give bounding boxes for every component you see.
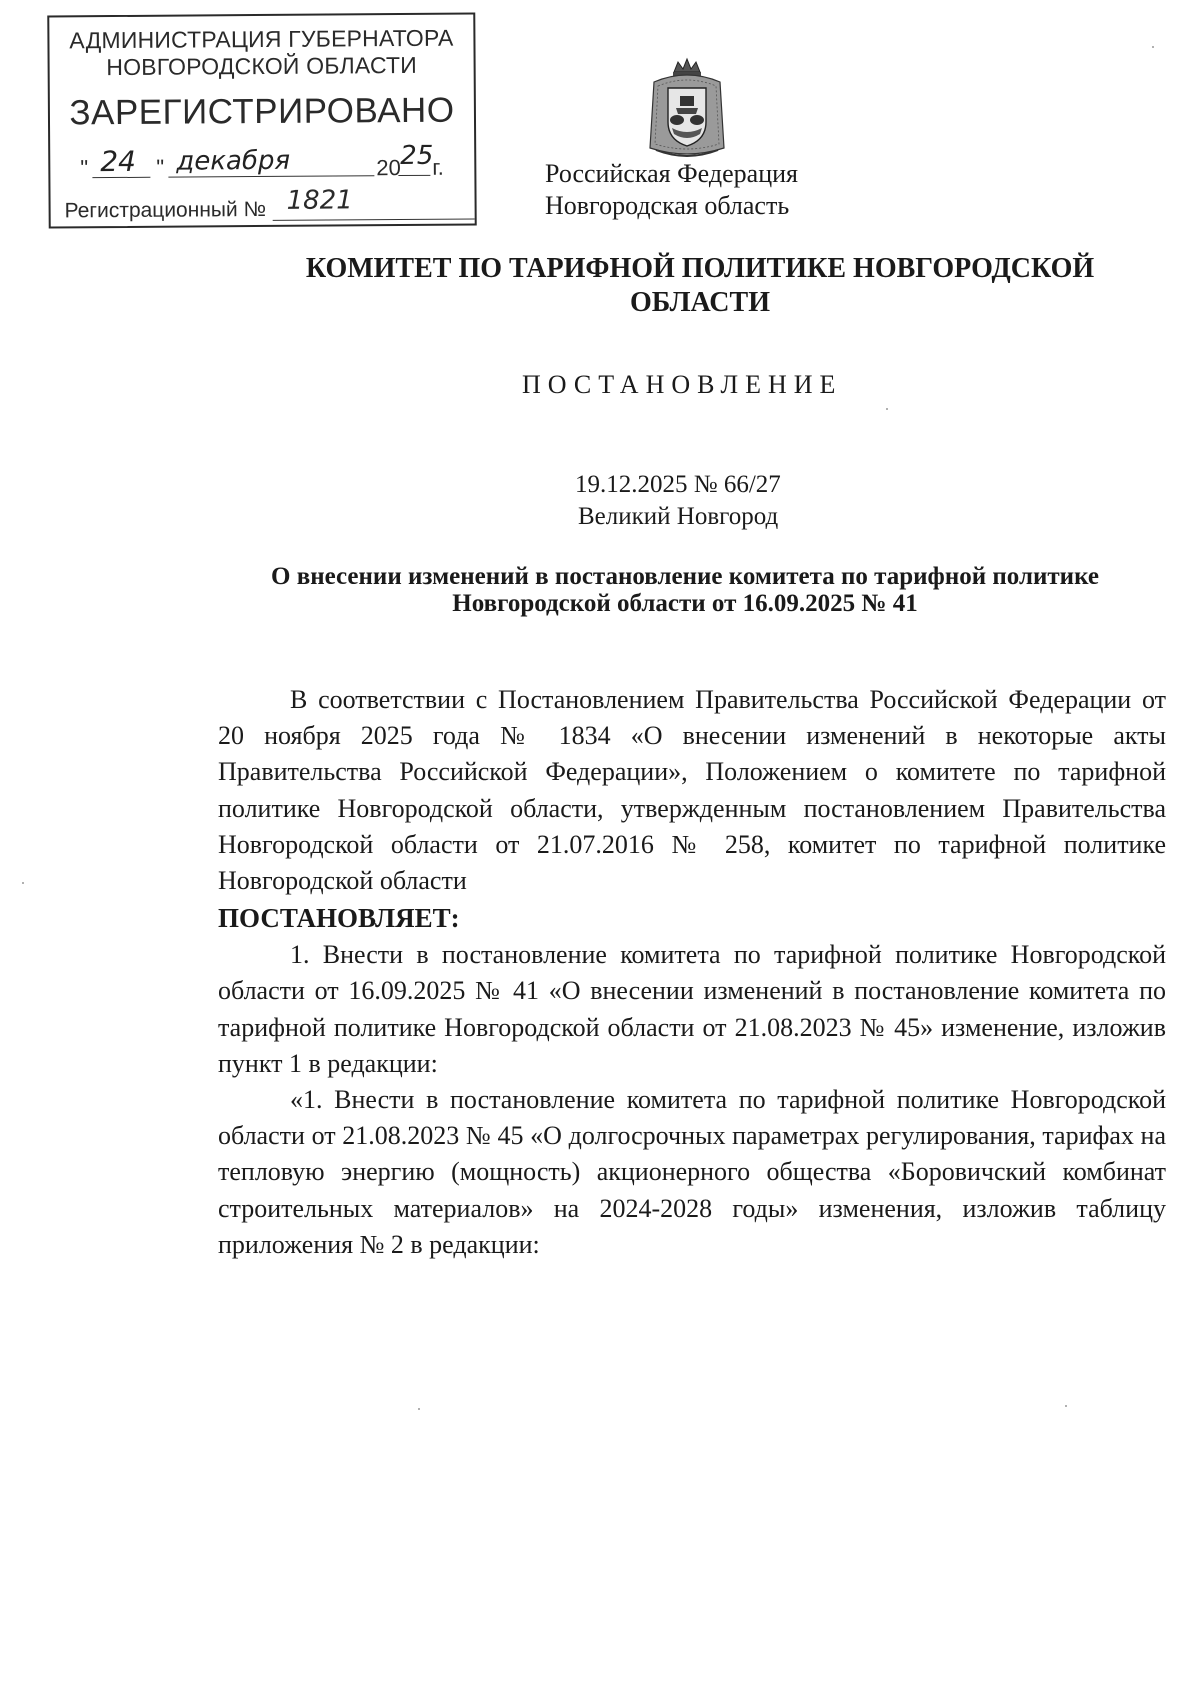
scan-speck <box>1152 46 1154 48</box>
stamp-day: 24 <box>100 144 137 179</box>
committee-line1: КОМИТЕТ ПО ТАРИФНОЙ ПОЛИТИКЕ НОВГОРОДСКОЙ <box>305 253 1095 284</box>
stamp-org-line2: НОВГОРОДСКОЙ ОБЛАСТИ <box>106 51 418 81</box>
header-region: Новгородская область <box>545 191 790 220</box>
document-title <box>200 563 1170 617</box>
body-paragraph-preamble: В соответствии с Постановлением Правительства Российской Федерации от 20 ноября 2025 года № 1834 «О внесении изменений в некоторые акты Правительства Российской Федерации», Положением о комитете по тарифной политике Новгородской области, утвержденным постановлением Правительства Новгородской области от 21.07.2016 № 258, комитет по тарифной политике Новгородской области <box>218 685 1166 896</box>
registration-stamp <box>47 13 476 229</box>
novgorod-coat-of-arms-icon <box>646 56 728 158</box>
body-decree-heading: ПОСТАНОВЛЯЕТ: <box>218 903 460 934</box>
stamp-month: декабря <box>176 145 291 177</box>
body-paragraph-item1: 1. Внести в постановление комитета по тарифной политике Новгородской области от 16.09.2025 № 41 «О внесении изменений в постановление комитета по тарифной политике Новгородской области от 21.08.2023 № 45» изменение, изложив пункт 1 в редакции: <box>218 940 1166 1078</box>
document-type: ПОСТАНОВЛЕНИЕ <box>522 370 843 399</box>
committee-line2: ОБЛАСТИ <box>630 287 770 318</box>
stamp-year-suffix: 25 <box>400 140 434 172</box>
document-date-number: 19.12.2025 № 66/27 <box>575 471 781 498</box>
stamp-org-line1: АДМИНИСТРАЦИЯ ГУБЕРНАТОРА <box>69 24 454 54</box>
stamp-registration-row <box>64 185 475 226</box>
stamp-reg-number: 1821 <box>286 185 353 216</box>
header-country: Российская Федерация <box>545 159 798 188</box>
document-title-line1: О внесении изменений в постановление комитета по тарифной политике <box>271 563 1099 590</box>
document-body <box>218 682 1166 1263</box>
stamp-status: ЗАРЕГИСТРИРОВАНО <box>69 90 455 133</box>
document-city: Великий Новгород <box>578 503 779 530</box>
body-paragraph-item1-text: «1. Внести в постановление комитета по тарифной политике Новгородской области от 21.08.2023 № 45 «О долгосрочных параметрах регулирования, тарифах на тепловую энергию (мощность) акционерного общества «Боровичский комбинат строительных материалов» на 2024-2028 годы» изменения, изложив таблицу приложения № 2 в редакции: <box>218 1085 1166 1259</box>
stamp-quote-close: " <box>156 154 165 180</box>
committee-name <box>200 252 1200 320</box>
document-title-line2: Новгородской области от 16.09.2025 № 41 <box>452 590 918 617</box>
scan-speck <box>886 408 888 410</box>
stamp-year-prefix: 20 <box>376 155 401 181</box>
stamp-quote-open: " <box>80 155 89 181</box>
stamp-year-unit: г. <box>432 154 444 180</box>
stamp-reg-label: Регистрационный № <box>64 197 267 223</box>
stamp-date-row <box>80 140 475 186</box>
scan-speck <box>1065 1405 1067 1407</box>
scan-speck <box>418 1408 420 1410</box>
scan-speck <box>22 882 24 884</box>
